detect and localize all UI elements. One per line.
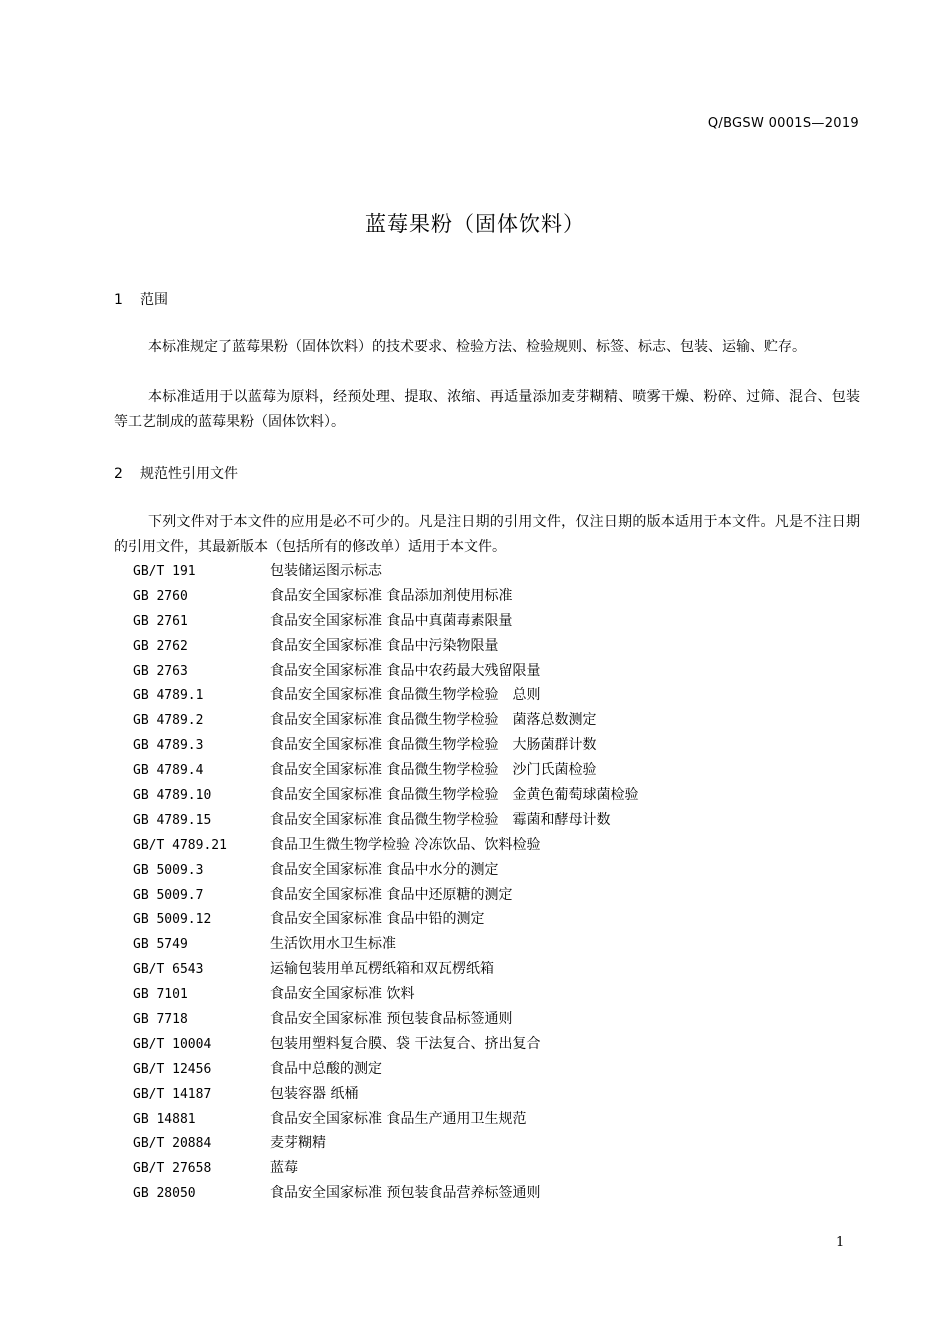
reference-name: 食品安全国家标准 食品微生物学检验 金黄色葡萄球菌检验	[270, 787, 639, 804]
reference-name: 食品安全国家标准 食品生产通用卫生规范	[270, 1110, 527, 1127]
reference-item	[133, 609, 638, 634]
reference-name: 蓝莓	[270, 1160, 298, 1177]
reference-name: 食品安全国家标准 食品中农药最大残留限量	[270, 662, 541, 679]
reference-name: 食品安全国家标准 食品中铅的测定	[270, 911, 485, 928]
reference-code: GB 7101	[133, 987, 188, 1003]
reference-item	[133, 758, 638, 783]
reference-name: 包装用塑料复合膜、袋 干法复合、挤出复合	[270, 1035, 541, 1052]
reference-item	[133, 584, 638, 609]
reference-code: GB/T 191	[133, 564, 196, 579]
section-title: 规范性引用文件	[140, 466, 238, 482]
reference-code: GB 4789.1	[133, 688, 204, 704]
reference-name: 食品安全国家标准 食品中还原糖的测定	[270, 886, 513, 903]
reference-code: GB/T 4789.21	[133, 837, 227, 853]
reference-item	[133, 858, 638, 883]
reference-item	[133, 683, 638, 708]
reference-code: GB/T 10004	[133, 1036, 212, 1052]
reference-code: GB 2762	[133, 638, 188, 654]
reference-item	[133, 883, 638, 908]
reference-item	[133, 982, 638, 1007]
reference-name: 麦芽糊精	[270, 1135, 326, 1152]
reference-name: 食品安全国家标准 食品中真菌毒素限量	[270, 612, 513, 629]
reference-name: 食品安全国家标准 食品微生物学检验 菌落总数测定	[270, 712, 597, 729]
reference-code: GB 5749	[133, 937, 188, 953]
reference-code: GB 14881	[133, 1111, 196, 1127]
reference-item	[133, 708, 638, 733]
reference-item	[133, 957, 638, 982]
reference-code: GB 28050	[133, 1186, 196, 1202]
page-number: 1	[836, 1235, 845, 1250]
references-intro-paragraph: 下列文件对于本文件的应用是必不可少的。凡是注日期的引用文件，仅注日期的版本适用于本文件。凡是不注日期的引用文件，其最新版本（包括所有的修改单）适用于本文件。	[114, 514, 860, 555]
reference-code: GB 5009.12	[133, 912, 212, 928]
reference-item	[133, 1032, 638, 1057]
reference-item	[133, 1181, 638, 1206]
reference-name: 食品安全国家标准 食品微生物学检验 总则	[270, 687, 541, 704]
reference-item	[133, 659, 638, 684]
reference-name: 食品安全国家标准 预包装食品标签通则	[270, 1011, 513, 1028]
reference-item	[133, 1107, 638, 1132]
reference-code: GB/T 6543	[133, 962, 204, 978]
reference-name: 生活饮用水卫生标准	[270, 936, 396, 953]
section-number: 1	[114, 292, 123, 308]
reference-item	[133, 634, 638, 659]
reference-code: GB 2763	[133, 663, 188, 679]
document-title: 蓝莓果粉（固体饮料）	[365, 212, 585, 236]
section-title: 范围	[140, 292, 168, 308]
reference-name: 食品安全国家标准 食品中污染物限量	[270, 637, 499, 654]
reference-item	[133, 783, 638, 808]
reference-item	[133, 907, 638, 932]
reference-item	[133, 1131, 638, 1156]
reference-code: GB/T 14187	[133, 1086, 212, 1102]
scope-paragraph-2: 本标准适用于以蓝莓为原料，经预处理、提取、浓缩、再适量添加麦芽糊精、喷雾干燥、粉碎、过筛、混合、包装等工艺制成的蓝莓果粉（固体饮料）。	[114, 389, 860, 430]
reference-name: 包装容器 纸桶	[270, 1085, 359, 1102]
reference-item	[133, 1156, 638, 1181]
reference-name: 食品安全国家标准 食品中水分的测定	[270, 861, 499, 878]
reference-code: GB/T 12456	[133, 1061, 212, 1077]
reference-name: 食品中总酸的测定	[270, 1060, 382, 1077]
reference-name: 食品安全国家标准 预包装食品营养标签通则	[270, 1185, 541, 1202]
reference-item	[133, 733, 638, 758]
section-number: 2	[114, 466, 123, 482]
reference-code: GB 5009.3	[133, 862, 204, 878]
reference-list	[133, 559, 638, 1206]
reference-code: GB 4789.2	[133, 713, 204, 729]
scope-paragraph-1: 本标准规定了蓝莓果粉（固体饮料）的技术要求、检验方法、检验规则、标签、标志、包装、运输、贮存。	[148, 339, 806, 355]
reference-name: 食品卫生微生物学检验 冷冻饮品、饮料检验	[270, 836, 541, 853]
reference-code: GB/T 27658	[133, 1161, 212, 1177]
reference-name: 食品安全国家标准 饮料	[270, 986, 415, 1003]
section-heading-normative-references	[114, 463, 238, 483]
reference-name: 食品安全国家标准 食品微生物学检验 沙门氏菌检验	[270, 762, 597, 779]
reference-item	[133, 1082, 638, 1107]
reference-code: GB 2761	[133, 613, 188, 629]
reference-name: 食品安全国家标准 食品微生物学检验 大肠菌群计数	[270, 737, 597, 754]
reference-code: GB 5009.7	[133, 887, 204, 903]
reference-code: GB 4789.15	[133, 812, 212, 828]
reference-item	[133, 808, 638, 833]
reference-name: 运输包装用单瓦楞纸箱和双瓦楞纸箱	[270, 961, 494, 978]
reference-name: 包装储运图示标志	[270, 563, 382, 579]
reference-name: 食品安全国家标准 食品微生物学检验 霉菌和酵母计数	[270, 811, 611, 828]
reference-code: GB 2760	[133, 588, 188, 604]
reference-code: GB/T 20884	[133, 1136, 212, 1152]
reference-code: GB 4789.10	[133, 788, 212, 804]
reference-item	[133, 1057, 638, 1082]
reference-code: GB 4789.4	[133, 763, 204, 779]
reference-item	[133, 559, 638, 584]
reference-item	[133, 1007, 638, 1032]
reference-code: GB 4789.3	[133, 738, 204, 754]
section-heading-scope	[114, 289, 168, 309]
document-code: Q/BGSW 0001S—2019	[707, 116, 859, 131]
reference-item	[133, 833, 638, 858]
reference-name: 食品安全国家标准 食品添加剂使用标准	[270, 587, 513, 604]
reference-code: GB 7718	[133, 1012, 188, 1028]
reference-item	[133, 932, 638, 957]
